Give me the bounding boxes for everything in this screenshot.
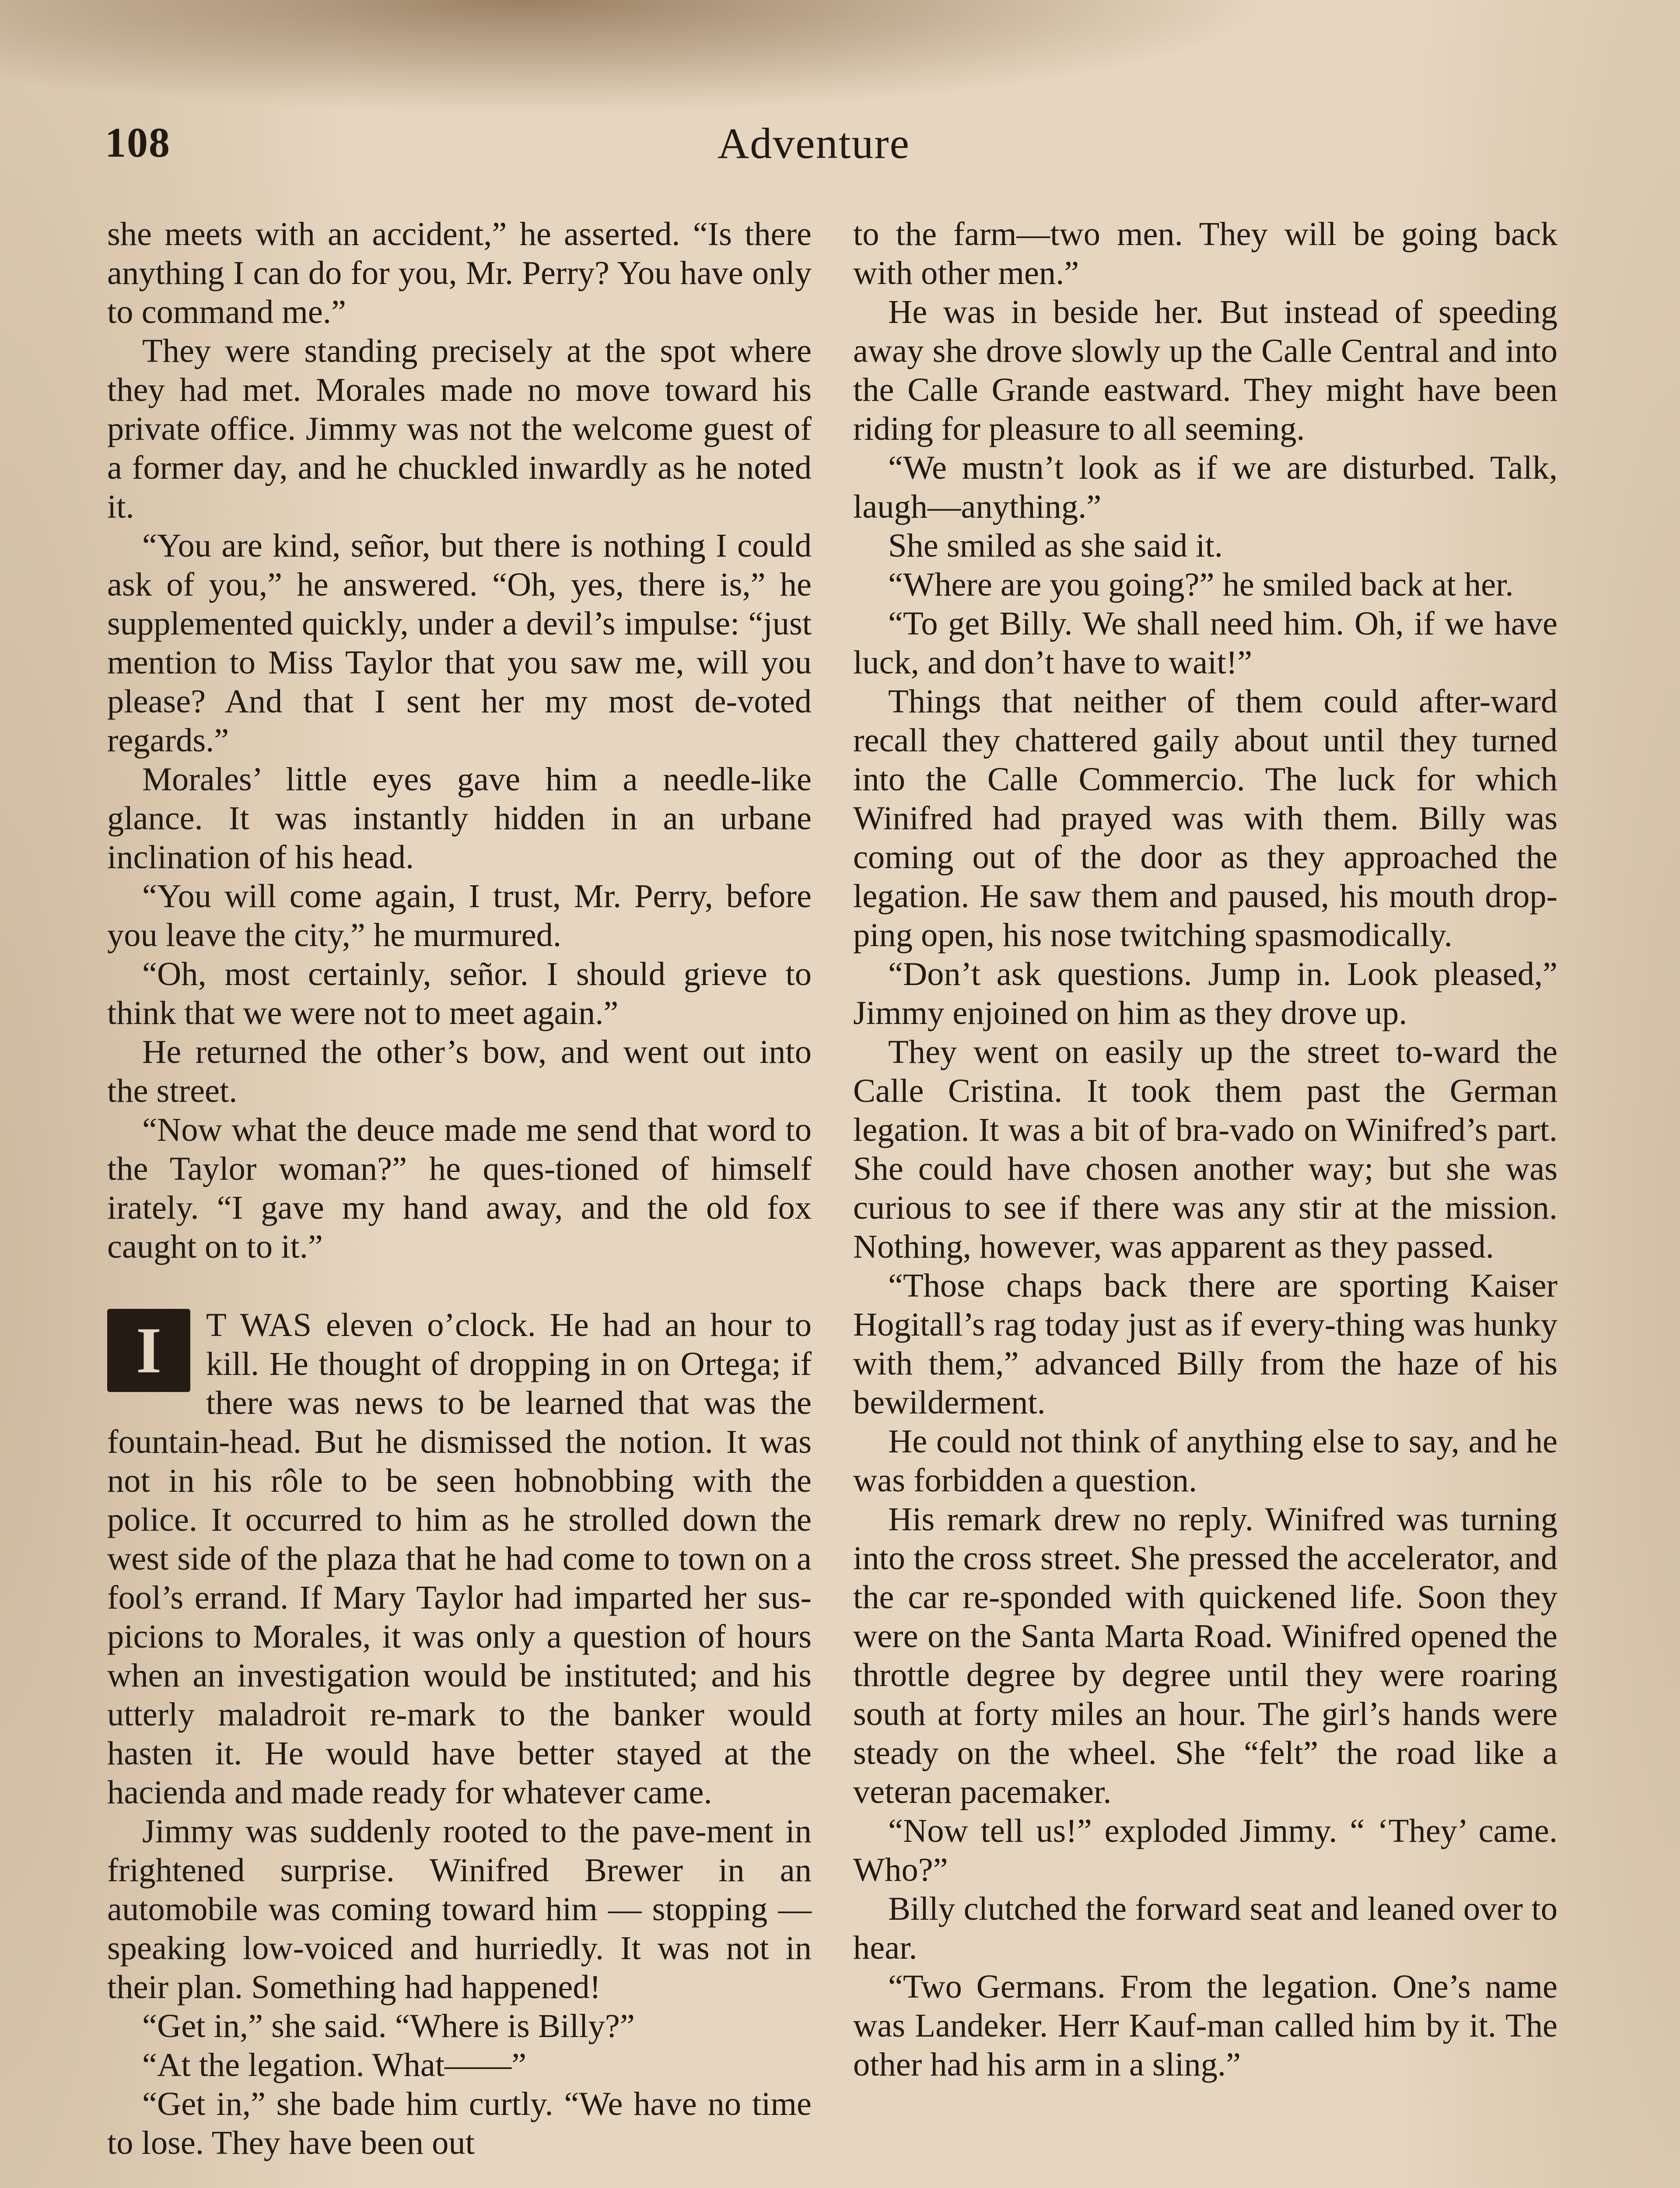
paragraph: They were standing precisely at the spot where they had met. Morales made no move toward his private office. Jimmy was not the welcome guest of a former day, and he chuckled inwardly as he noted it. <box>107 332 812 525</box>
paragraph: He was in beside her. But instead of speeding away she drove slowly up the Calle Central and into the Calle Grande eastward. They might have been riding for pleasure to all seeming. <box>853 293 1558 447</box>
paragraph: Morales’ little eyes gave him a needle-like glance. It was instantly hidden in an urbane inclination of his head. <box>107 761 812 876</box>
paragraph: “Get in,” she said. “Where is Billy?” <box>142 2007 635 2044</box>
page-number: 108 <box>105 119 171 166</box>
paragraph: Billy clutched the forward seat and leaned over to hear. <box>853 1890 1558 1966</box>
paragraph: “We mustn’t look as if we are disturbed. Talk, laugh—anything.” <box>853 449 1558 525</box>
paragraph: “Now tell us!” exploded Jimmy. “ ‘They’ came. Who?” <box>853 1812 1558 1888</box>
right-column <box>853 214 1558 2084</box>
paragraph: She smiled as she said it. <box>888 527 1223 564</box>
paragraph: to the farm—two men. They will be going back with other men.” <box>853 215 1558 291</box>
paragraph: “You will come again, I trust, Mr. Perry, before you leave the city,” he murmured. <box>107 877 812 954</box>
paragraph: “You are kind, señor, but there is nothing I could ask of you,” he answered. “Oh, yes, there is,” he supplemented quickly, under a devil’s impulse: “just mention to Miss Taylor that you saw me, will you please? And that I sent her my most de-voted regards.” <box>107 527 812 759</box>
paragraph: “Oh, most certainly, señor. I should grieve to think that we were not to meet again.” <box>107 955 812 1031</box>
paragraph: They went on easily up the street to-ward the Calle Cristina. It took them past the German legation. It was a bit of bra-vado on Winifred’s part. She could have chosen another way; but she was curious to see if there was any stir at the mission. Nothing, however, was apparent as they passed. <box>853 1033 1558 1265</box>
paragraph: “Two Germans. From the legation. One’s name was Landeker. Herr Kauf-man called him by it. The other had his arm in a sling.” <box>853 1968 1558 2083</box>
paragraph: “At the legation. What——” <box>142 2046 527 2083</box>
running-head: Adventure <box>718 119 910 168</box>
paragraph: “To get Billy. We shall need him. Oh, if we have luck, and don’t have to wait!” <box>853 605 1558 681</box>
paragraph: “Those chaps back there are sporting Kaiser Hogitall’s rag today just as if every-thing was hunky with them,” advanced Billy from the haze of his bewilderment. <box>853 1267 1558 1421</box>
paragraph: His remark drew no reply. Winifred was turning into the cross street. She pressed the accelerator, and the car re-sponded with quickened life. Soon they were on the Santa Marta Road. Winifred opened the throttle degree by degree until they were roaring south at forty miles an hour. The girl’s hands were steady on the wheel. She “felt” the road like a veteran pacemaker. <box>853 1501 1558 1810</box>
paragraph: “Now what the deuce made me send that word to the Taylor woman?” he ques-tioned of himself irately. “I gave my hand away, and the old fox caught on to it.” <box>107 1111 812 1265</box>
left-column <box>107 214 812 2162</box>
paragraph: “Get in,” she bade him curtly. “We have no time to lose. They have been out <box>107 2085 812 2161</box>
small-caps-opening: T WAS <box>206 1306 312 1343</box>
paragraph-text: eleven o’clock. He had an hour to kill. He thought of dropping in on Ortega; if there was news to be learned that was the fountain-head. But he dismissed the notion. It was not in his rôle to be seen hobnobbing with the police. It occurred to him as he strolled down the west side of the plaza that he had come to town on a fool’s errand. If Mary Taylor had imparted her sus-picions to Morales, it was only a question of hours when an investigation would be instituted; and his utterly maladroit re-mark to the banker would hasten it. He would have better stayed at the hacienda and made ready for whatever came. <box>107 1306 812 1811</box>
paragraph: He could not think of anything else to say, and he was forbidden a question. <box>853 1423 1558 1499</box>
page-header <box>105 118 1571 175</box>
paragraph: He returned the other’s bow, and went out into the street. <box>107 1033 812 1109</box>
paragraph: “Don’t ask questions. Jump in. Look pleased,” Jimmy enjoined on him as they drove up. <box>853 955 1558 1031</box>
paragraph: Things that neither of them could after-ward recall they chattered gaily about until they turned into the Calle Commercio. The luck for which Winifred had prayed was with them. Billy was coming out of the door as they approached the legation. He saw them and paused, his mouth drop-ping open, his nose twitching spasmodically. <box>853 683 1558 954</box>
paragraph: Jimmy was suddenly rooted to the pave-ment in frightened surprise. Winifred Brewer in an automobile was coming toward him — stopping — speaking low-voiced and hurriedly. It was not in their plan. Something had happened! <box>107 1813 812 2006</box>
section-start-paragraph <box>107 1305 812 1812</box>
drop-cap: I <box>107 1309 190 1392</box>
paragraph: she meets with an accident,” he asserted. “Is there anything I can do for you, Mr. Perry? You have only to command me.” <box>107 215 812 330</box>
paragraph: “Where are you going?” he smiled back at her. <box>888 566 1514 603</box>
